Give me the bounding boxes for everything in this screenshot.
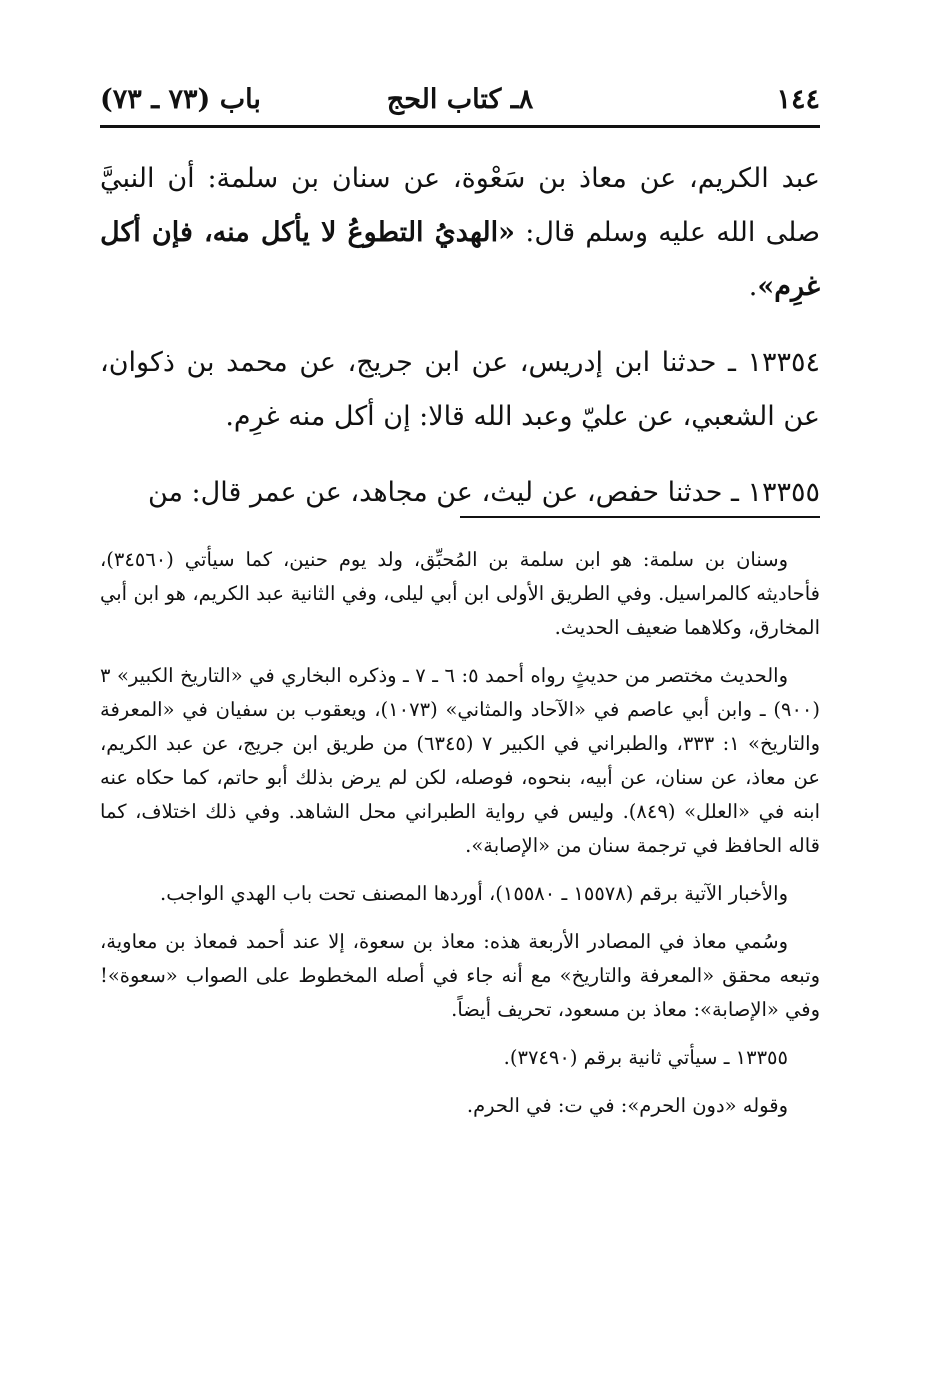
- footnote-paragraph: وقوله «دون الحرم»: في ت: في الحرم.: [466, 1094, 788, 1117]
- chapter-range: باب (٧٣ ـ ٧٣): [100, 84, 261, 115]
- footnote-paragraph: وسنان بن سلمة: هو ابن سلمة بن المُحبِّق، ولد يوم حنين، كما سيأتي (٣٤٥٦٠)، فأحاديثه كالمراسيل. وفي الطريق الأولى ابن أبي ليلى، وفي الثانية عبد الكريم، هو ابن أبي المخارق، وكلاهما ضعيف الحديث.: [100, 548, 820, 639]
- footnote-paragraph: والحديث مختصر من حديثٍ رواه أحمد ٥: ٦ ـ ٧ ـ وذكره البخاري في «التاريخ الكبير» ٣ (٩٠٠) ـ وابن أبي عاصم في «الآحاد والمثاني» (١٠٧٣)، ويعقوب بن سفيان في «المعرفة والتاريخ» ١: ٣٣٣، والطبراني في الكبير ٧ (٦٣٤٥) من طريق ابن جريج، عن عبد الكريم، عن معاذ، عن سنان، عن أبيه، بنحوه، فوصله، لكن لم يرض بذلك أبو حاتم، كما حكاه عنه ابنه في «العلل» (٨٤٩). وليس في رواية الطبراني محل الشاهد. وفي ذلك اختلاف، كما قاله الحافظ في ترجمة سنان من «الإصابة».: [100, 664, 820, 857]
- hadith-continuation: [100, 152, 820, 314]
- footnote-paragraph: وسُمي معاذ في المصادر الأربعة هذه: معاذ بن سعوة، إلا عند أحمد فمعاذ بن معاوية، وتبعه محقق «المعرفة والتاريخ» مع أنه جاء في أصله المخطوط على الصواب «سعوة»! وفي «الإصابة»: معاذ بن مسعود، تحريف أيضاً.: [100, 930, 820, 1021]
- page-number: ١٤٤: [776, 84, 820, 115]
- hadith-quote: «الهديُ التطوعُ لا يأكل منه، فإن أكل غرِم»: [100, 217, 820, 302]
- hadith-end-mark: .: [748, 271, 758, 302]
- footnote-paragraph: ١٣٣٥٥ ـ سيأتي ثانية برقم (٣٧٤٩٠).: [503, 1046, 788, 1069]
- footnote-divider: [460, 516, 820, 518]
- hadith-13355: ١٣٣٥٥ ـ حدثنا حفص، عن ليث، عن مجاهد، عن عمر قال: من: [147, 477, 820, 508]
- hadith-chain-text: عبد الكريم، عن معاذ بن سَعْوة، عن سنان بن سلمة: أن النبيَّ صلى الله عليه وسلم قال:: [100, 163, 821, 248]
- hadith-13354: ١٣٣٥٤ ـ حدثنا ابن إدريس، عن ابن جريج، عن محمد بن ذكوان، عن الشعبي، عن عليّ وعبد الله قالا: إن أكل منه غرِم.: [100, 347, 820, 432]
- book-title: ٨ـ كتاب الحج: [386, 84, 534, 115]
- page-header: [100, 80, 820, 124]
- footnotes: [100, 543, 820, 1137]
- header-divider: [100, 125, 820, 128]
- main-text: [100, 152, 820, 542]
- footnote-paragraph: والأخبار الآتية برقم (١٥٥٧٨ ـ ١٥٥٨٠)، أوردها المصنف تحت باب الهدي الواجب.: [160, 882, 788, 905]
